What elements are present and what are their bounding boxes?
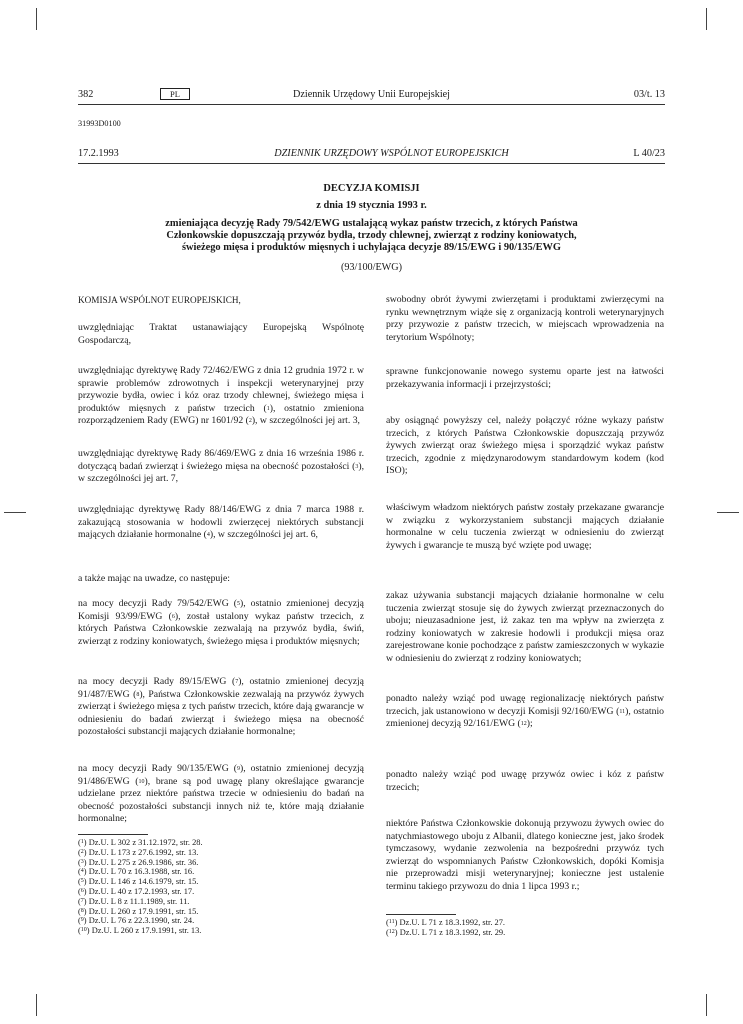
recital-79-542: na mocy decyzji Rady 79/542/EWG ($^5$), ostatnio zmienionej decyzją Komisji 93/99/EWG ($^6$), został ustalony wykaz państw trzecich, z których Państwa Członkowskie zezwalają na przywóz bydła, świń, zwierząt z rodziny koniowatych, świeżego mięsa i produktów mięsnych; [78,598,364,647]
footnote: ($^2$) Dz.U. L 173 z 27.6.1992, str. 13. [78,847,199,857]
recital-transparency: sprawne funkcjonowanie nowego systemu oparte jest na łatwości przekazywania informacji i przejrzystości; [386,366,664,390]
sub-header-rule [78,163,665,164]
footnote: ($^3$) Dz.U. L 275 z 26.9.1986, str. 36. [78,857,199,867]
footnote: ($^9$) Dz.U. L 76 z 22.3.1990, str. 24. [78,916,195,926]
header-rule [78,104,665,105]
recital-equidae: zakaz używania substancji mających działanie hormonalne w celu tuczenia zwierząt stosuje się do żywych zwierząt przeznaczonych do uboju; nieuzasadnione jest, iż zakaz ten ma wpływ na zwierzęta z rodziny koniowatych w zakresie hodowli i produkcji mięsa oraz zarejestrowane konie pochodzące z państw zamieszczonych w wykazie w odniesieniu do zwierząt z rodziny koniowatych; [386,590,664,664]
recital-hormone-guarantees: właściwym władzom niektórych państw zostały przekazane gwarancje w związku z wykorzystaniem substancji mających działanie hormonalne w celu tuczenia zwierząt w odniesieniu do zwierząt żywych i gwarancje te muszą być wzięte pod uwagę; [386,502,664,551]
recital-89-15: na mocy decyzji Rady 89/15/EWG ($^7$), ostatnio zmienionej decyzją 91/487/EWG ($^8$), Państwa Członkowskie zezwalają na przywóz żywych zwierząt i świeżego mięsa z tych państw trzecich, które dają gwarancje w odniesieniu do badań zwierząt i świeżego mięsa na obecność pozostałości substancji mających działanie hormonalne; [78,676,364,738]
recital-treaty: uwzględniając Traktat ustanawiający Europejską Wspólnotę Gospodarczą, [78,322,364,346]
crop-mark [706,994,707,1016]
document-id: 31993D0100 [78,119,121,128]
footnote: ($^5$) Dz.U. L 146 z 14.6.1979, str. 15. [78,877,199,887]
oj-reference: L 40/23 [633,148,665,159]
publication-date: 17.2.1993 [78,148,119,159]
crop-mark [36,994,37,1016]
decision-title: DECYZJA KOMISJI [323,183,420,194]
decision-number: (93/100/EWG) [340,262,403,273]
recital-sheep-goats: ponadto należy wziąć pod uwagę przywóz owiec i kóz z państw trzecich; [386,769,664,793]
volume-ref: 03/t. 13 [633,89,665,100]
recital-directive-88-146: uwzględniając dyrektywę Rady 88/146/EWG z dnia 7 marca 1988 r. zakazującą stosowania w hodowli zwierzęcej niektórych substancji mających działanie hormonalne ($^4$), w szczególności jej art. 6, [78,504,364,541]
footnote-rule [78,834,148,835]
recital-directive-72-462: uwzględniając dyrektywę Rady 72/462/EWG z dnia 12 grudnia 1972 r. w sprawie problemów zdrowotnych i inspekcji weterynaryjnej przy przywozie bydła, owiec i kóz oraz trzody chlewnej, świeżego mięsa i produktów mięsnych z państw trzecich ($^1$), ostatnio zmieniona rozporządzeniem Rady (EWG) nr 1601/92 ($^2$), w szczególności jej art. 3, [78,365,364,427]
footnote: ($^4$) Dz.U. L 70 z 16.3.1988, str. 16. [78,867,195,877]
decision-subject-3: świeżego mięsa i produktów mięsnych i uchylająca decyzje 89/15/EWG i 90/135/EWG [181,242,562,253]
recital-regionalisation: ponadto należy wziąć pod uwagę regionalizację niektórych państw trzecich, jak ustanowiono w decyzji Komisji 92/160/EWG ($^{11}$), ostatnio zmienionej decyzją 92/161/EWG ($^{12}$); [386,693,664,730]
footnote: ($^8$) Dz.U. L 260 z 17.9.1991, str. 15. [78,906,199,916]
decision-subject-1: zmieniająca decyzję Rady 79/542/EWG ustalającą wykaz państw trzecich, z których Państwa [165,218,578,229]
footnote: ($^{12}$) Dz.U. L 71 z 18.3.1992, str. 29. [386,927,506,937]
issuer: KOMISJA WSPÓLNOT EUROPEJSKICH, [78,295,241,305]
recital-directive-86-469: uwzględniając dyrektywę Rady 86/469/EWG z dnia 16 września 1986 r. dotyczącą badań zwierząt i świeżego mięsa na obecność pozostałości ($^3$), w szczególności jej art. 7, [78,448,364,485]
decision-subject-2: Członkowskie dopuszczają przywóz bydła, trzody chlewnej, zwierząt z rodziny koniowatych, [166,230,577,241]
footnote-rule [386,914,456,915]
journal-name: Dziennik Urzędowy Unii Europejskiej [292,89,451,100]
decision-date: z dnia 19 stycznia 1993 r. [316,200,427,211]
recital-free-movement: swobodny obrót żywymi zwierzętami i produktami zwierzęcymi na rynku wewnętrznym wiąże się z organizacją kontroli weterynaryjnych przy przywozie z państw trzecich, w miejscach wprowadzenia na terytorium Wspólnoty; [386,294,664,343]
crop-mark [706,8,707,30]
footnotes-right [386,918,664,938]
footnote: ($^{11}$) Dz.U. L 71 z 18.3.1992, str. 27. [386,918,505,927]
sub-journal-name: DZIENNIK URZĘDOWY WSPÓLNOT EUROPEJSKICH [274,148,509,159]
recital-albania: niektóre Państwa Członkowskie dokonują przywozu żywych owiec do natychmiastowego uboju z Albanii, dlatego konieczne jest, jako środek tymczasowy, wydanie zezwolenia na bezpośredni przywóz tych zwierząt do wspomnianych Państw Członkowskich, dopóki Komisja nie przeprowadzi misji weterynaryjnej; konieczne jest ustalenie terminu takiego przywozu do dnia 1 lipca 1993 r.; [386,818,664,892]
language-box: PL [160,88,190,100]
crop-mark [36,8,37,30]
footnote: ($^6$) Dz.U. L 40 z 17.2.1993, str. 17. [78,886,195,896]
recital-iso-list: aby osiągnąć powyższy cel, należy połączyć różne wykazy państw trzecich, z których Państwa Członkowskie dopuszczają przywóz żywych zwierząt oraz świeżego mięsa i sporządzić wykaz państw trzecich, zgodnie z międzynarodowym standardowym kodem (kod ISO); [386,415,664,477]
crop-mark [717,512,739,513]
footnote: ($^7$) Dz.U. L 8 z 11.1.1989, str. 11. [78,896,190,906]
footnote: ($^{10}$) Dz.U. L 260 z 17.9.1991, str. 13. [78,926,202,936]
footnotes-left [78,838,364,936]
recital-intro: a także mając na uwadze, co następuje: [78,573,230,584]
page-number: 382 [78,89,94,100]
crop-mark [4,512,26,513]
footnote: ($^1$) Dz.U. L 302 z 31.12.1972, str. 28. [78,838,203,847]
recital-90-135: na mocy decyzji Rady 90/135/EWG ($^9$), ostatnio zmienionej decyzją 91/486/EWG ($^{10}$), brane są pod uwagę plany określające gwarancje udzielane przez niektóre państwa trzecie w odniesieniu do badań na obecność pozostałości substancji innych niż te, które mają działanie hormonalne; [78,763,365,825]
